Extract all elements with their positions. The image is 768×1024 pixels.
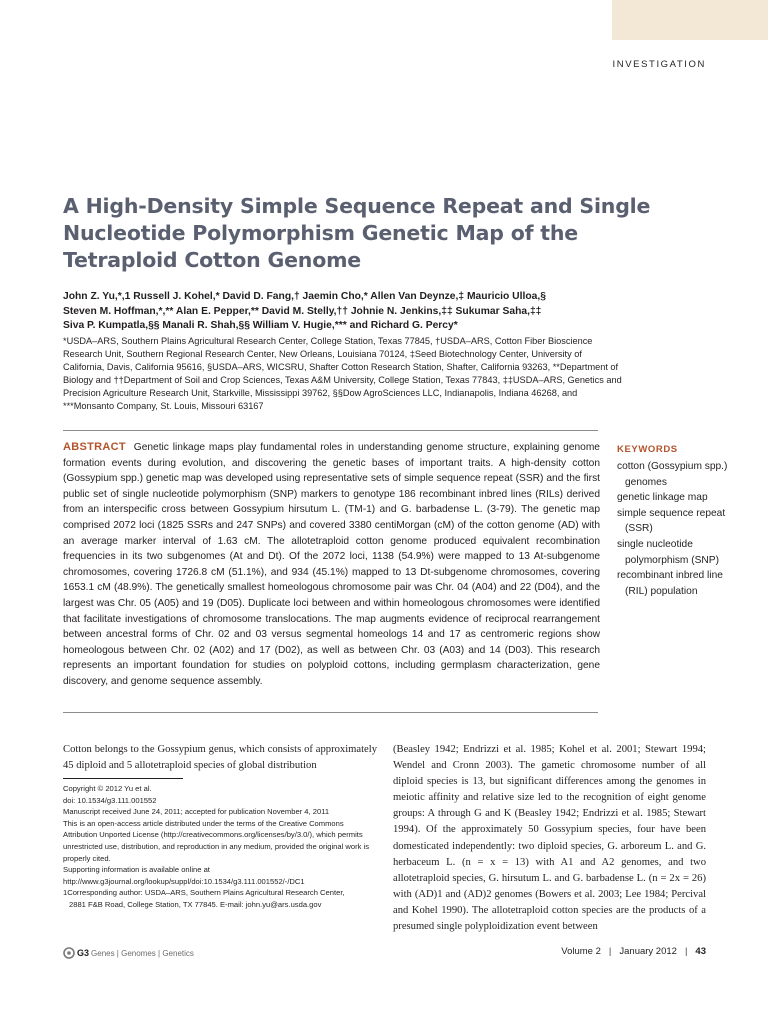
page-footer [561,946,706,957]
footer-separator: | [684,946,688,957]
keyword-item: cotton (Gossypium spp.) genomes [617,461,728,488]
section-label: INVESTIGATION [612,59,706,70]
keywords-list [617,459,737,599]
keyword-item: single nucleotide polymorphism (SNP) [617,538,719,566]
abstract-text: Genetic linkage maps play fundamental roles in understanding genome structure, explaining genome formation events during evolution, and discovering the genetic bases of important traits. A high-density cotton (Gossypium spp.) genetic map was developed using representative sets of simple sequence repeat (SSR) and the first public set of single nucleotide polymorphism (SNP) markers to genotype 186 recombinant inbred lines (RILs) derived from an interspecific cross between Gossypium hirsutum L. (TM-1) and G. barbadense L. (3-79). The genetic map comprised 2072 loci (1825 SSRs and 247 SNPs) and covered 3380 centiMorgan (cM) of the cotton genome (AD) with an average marker interval of 1.63 cM. The allotetraploid cotton genome produced equivalent recombination frequencies in its two subgenomes (At and Dt). Of the 2072 loci, 1138 (54.9%) were mapped to 13 At-subgenome chromosomes, covering 1726.8 cM (51.1%), and 934 (45.1%) mapped to 13 Dt-subgenome chromosomes, covering 1653.1 cM (48.9%). The genetically smallest homeologous chromosome pair was Chr. 04 (A04) and 22 (D04), and the largest was Chr. 05 (A05) and 19 (D05). Duplicate loci between and within homeologous chromosomes were identified that facilitate investigations of chromosome translocations. The map augments evidence of reciprocal rearrangement between ancestral forms of Chr. 02 and 03 versus segmental homeologs 14 and 17 as centromeric regions show homeologous between Chr. 02 (A02) and 17 (D02), as well as between Chr. 03 (A03) and 14 (D03). This research represents an important foundation for studies on polyploid cottons, including germplasm characterization, gene discovery, and genome sequence assembly. [63,442,600,687]
copyright-line: Copyright © 2012 Yu et al. [63,784,152,793]
journal-logo [63,947,194,959]
affiliations: *USDA–ARS, Southern Plains Agricultural Research Center, College Station, Texas 77845, †USDA–ARS, Cotton Fiber Bioscience Research Unit, Southern Regional Research Center, New Orleans, Louisiana 70124, ‡Seed Biotechnology Center, University of California, Davis, California 95616, §USDA–ARS, WICSRU, Shafter Cotton Research Station, Shafter, California 93263, **Department of Biology and ††Department of Soil and Crop Sciences, Texas A&M University, College Station, Texas 77843, ‡‡USDA–ARS, Genetics and Precision Agriculture Research Unit, Starkville, Mississippi 39762, §§Dow AgroSciences LLC, Indianapolis, Indiana 46268, and ***Monsanto Company, St. Louis, Missouri 63167 [63,336,622,411]
manuscript-dates: Manuscript received June 24, 2011; accepted for publication November 4, 2011 [63,807,330,817]
logo-subtitle: Genes | Genomes | Genetics [91,948,194,958]
abstract-top-rule [63,430,598,431]
keyword-item: genetic linkage map [617,492,708,504]
footer-separator: | [608,946,612,957]
doi-line: doi: 10.1534/g3.111.001552 [63,795,157,805]
abstract-heading: ABSTRACT [63,441,126,453]
author-line: Siva P. Kumpatla,§§ Manali R. Shah,§§ William V. Hugie,*** and Richard G. Percy* [63,320,458,331]
keyword-item: recombinant inbred line (RIL) population [617,570,723,597]
intro-right-column: (Beasley 1942; Endrizzi et al. 1985; Kohel et al. 2001; Stewart 1994; Wendel and Cronn 2003). The gametic chromosome number of all diploid species is 13, but significant differences among the genomes in meiotic affinity and relative size led to the recognition of eight genome groups: A through G and K (Beasley 1942; Endrizzi et al. 1985; Stewart 1994). Of the approximately 50 Gossypium species, four have been domesticated independently: two diploid species, G. arboreum L. and G. herbaceum L. (n = x = 13) with A1 and A2 genomes, and two allotetraploid species, G. hirsutum L. and G. barbadense L. (n = 2x = 26) with (AD)1 and (AD)2 genomes (Bowers et al. 2003; Lee 1984; Percival and Kohel 1990). The allotetraploid cotton species are the products of a presumed single polyploidization event between [393,744,706,933]
author-list [63,290,623,334]
license-note: This is an open-access article distributed under the terms of the Creative Commons Attribution Unported License (http://creativecommons.org/licenses/by/3.0/), which permits unrestricted use, distribution, and reproduction in any medium, provided the original work is properly cited. [63,818,370,863]
g3-logo-icon [63,947,75,959]
keyword-item: simple sequence repeat (SSR) [617,507,726,535]
keywords-heading: KEYWORDS [617,444,678,455]
footnote-rule [63,778,183,779]
author-line: John Z. Yu,*,1 Russell J. Kohel,* David D. Fang,† Jaemin Cho,* Allen Van Deynze,‡ Mauricio Ulloa,§ [63,291,546,302]
supporting-info-note: Supporting information is available online at http://www.g3journal.org/lookup/suppl/doi:10.1534/g3.111.001552/-/DC1 [63,865,305,886]
author-line: Steven M. Hoffman,*,** Alan E. Pepper,** David M. Stelly,†† Johnie N. Jenkins,‡‡ Sukumar Saha,‡‡ [63,305,542,317]
logo-text: G3 [77,948,90,958]
page-number: 43 [695,946,706,957]
corresponding-address: 2881 F&B Road, College Station, TX 77845. E-mail: john.yu@ars.usda.gov [69,899,322,909]
corner-tab [612,0,768,40]
volume-label: Volume 2 [561,946,601,957]
corresponding-author: 1Corresponding author: USDA–ARS, Southern Plains Agricultural Research Center, [63,888,345,898]
article-title: A High-Density Simple Sequence Repeat and Single Nucleotide Polymorphism Genetic Map of the Tetraploid Cotton Genome [63,194,651,272]
issue-date: January 2012 [619,946,677,957]
abstract [63,440,600,690]
abstract-bottom-rule [63,712,598,713]
footnotes [63,783,375,911]
intro-left-column: Cotton belongs to the Gossypium genus, which consists of approximately 45 diploid and 5 allotetraploid species of global distribution [63,744,377,771]
